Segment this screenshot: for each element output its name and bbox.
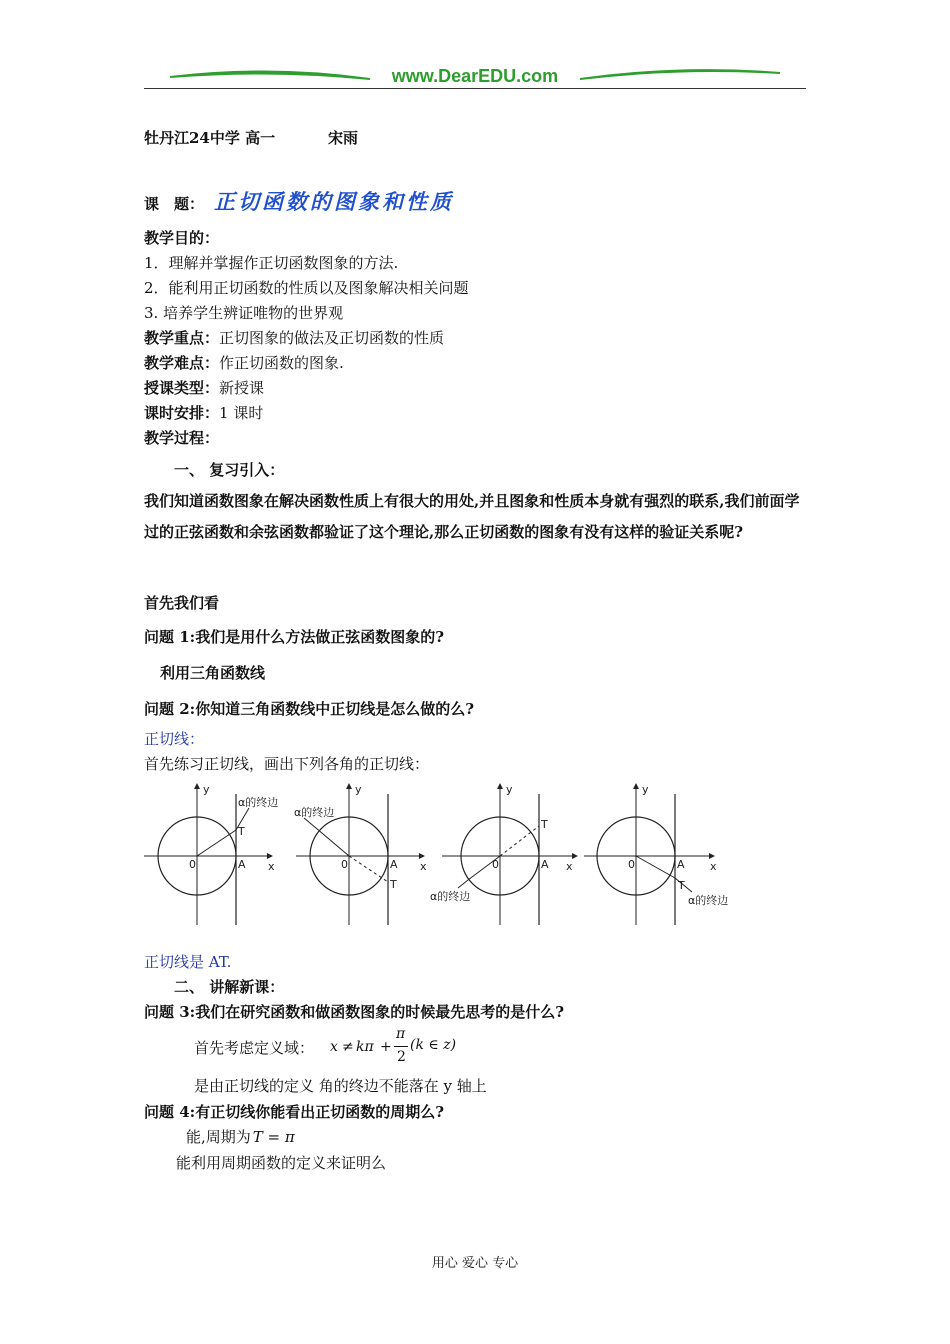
question-1: 问题 1:我们是用什么方法做正弦函数图象的? [144,628,444,646]
question-4: 问题 4:有正切线你能看出正切函数的周期么? [144,1103,444,1121]
svg-text:0: 0 [492,858,499,871]
svg-text:α的终边: α的终边 [430,890,471,903]
key-points-label: 教学重点： [144,329,220,347]
schedule-label: 课时安排： [144,404,220,422]
key-points-row [144,327,444,348]
objective-item: 3. 培养学生辨证唯物的世界观 [144,304,344,322]
first-look-text: 首先我们看 [144,594,220,612]
tangent-line-heading: 正切线： [144,730,205,748]
svg-text:x: x [566,860,573,873]
svg-text:T: T [541,818,548,831]
practice-instruction: 首先练习正切线，画出下列各角的正切线： [144,755,430,773]
header-logo [170,62,780,90]
period-prefix: 能,周期为 [186,1128,251,1146]
proof-prompt: 能利用周期函数的定义来证明么 [176,1154,387,1172]
key-points-text: 正切图象的做法及正切函数的性质 [219,329,445,347]
schedule-text: 1 课时 [219,404,264,422]
domain-label: 首先考虑定义域： [194,1039,315,1057]
objectives-heading: 教学目的： [144,229,220,247]
svg-text:y: y [355,783,362,796]
svg-text:0: 0 [628,858,635,871]
site-logo-text: www.DearEDU.com [391,66,559,86]
header-divider [144,88,806,89]
period-formula: T = π [252,1128,295,1146]
section2-heading: 二、 讲解新课： [174,978,285,996]
difficulties-label: 教学难点： [144,354,220,372]
page-footer: 用心 爱心 专心 [431,1256,519,1271]
intro-paragraph: 我们知道函数图象在解决函数性质上有很大的用处,并且图象和性质本身就有强烈的联系,我们前面学过的正弦函数和余弦函数都验证了这个理论,那么正切函数的图象有没有这样的验证关系呢? [144,492,800,541]
objective-item: 2．能利用正切函数的性质以及图象解决相关问题 [144,279,469,297]
svg-text:α的终边: α的终边 [294,806,335,819]
figure-quadrant-1 [144,783,278,925]
topic-label: 课 题： [144,195,205,213]
svg-text:0: 0 [189,858,196,871]
svg-text:y: y [203,783,210,796]
process-label: 教学过程： [144,429,220,447]
answer-1: 利用三角函数线 [160,664,266,682]
figure-quadrant-3 [430,783,577,925]
svg-text:A: A [677,858,685,871]
tangent-line-figures [144,780,754,930]
svg-text:A: A [541,858,549,871]
svg-text:A: A [390,858,398,871]
svg-text:A: A [238,858,246,871]
svg-text:y: y [506,783,513,796]
svg-text:T: T [390,878,397,891]
period-row [186,1126,295,1147]
difficulties-row [144,352,344,373]
objective-item: 1．理解并掌握作正切函数图象的方法. [144,254,399,272]
svg-text:x: x [420,860,427,873]
page-title: 正切函数的图象和性质 [214,189,454,214]
logo-swoosh-icon [170,62,780,90]
question-2: 问题 2:你知道三角函数线中正切线是怎么做的么? [144,700,474,718]
difficulties-text: 作正切函数的图象. [219,354,344,372]
svg-text:T: T [678,879,685,892]
figure-quadrant-4 [584,783,728,925]
figure-quadrant-2 [294,783,427,925]
svg-text:T: T [238,825,245,838]
svg-text:α的终边: α的终边 [688,894,729,907]
svg-text:α的终边: α的终边 [238,796,279,809]
svg-text:x: x [710,860,717,873]
svg-text:0: 0 [341,858,348,871]
lesson-type-label: 授课类型： [144,379,220,397]
schedule-row [144,402,263,423]
lesson-type-text: 新授课 [219,379,265,397]
svg-text:x: x [268,860,275,873]
section1-heading: 一、 复习引入： [174,461,285,479]
lesson-type-row [144,377,264,398]
domain-reason: 是由正切线的定义 角的终边不能落在 y 轴上 [194,1077,487,1095]
tangent-conclusion: 正切线是 AT. [144,953,232,971]
question-3: 问题 3:我们在研究函数和做函数图象的时候最先思考的是什么? [144,1003,564,1021]
svg-text:y: y [642,783,649,796]
school-label: 牡丹江24中学 高一 [144,129,276,147]
author-name: 宋雨 [328,129,359,147]
